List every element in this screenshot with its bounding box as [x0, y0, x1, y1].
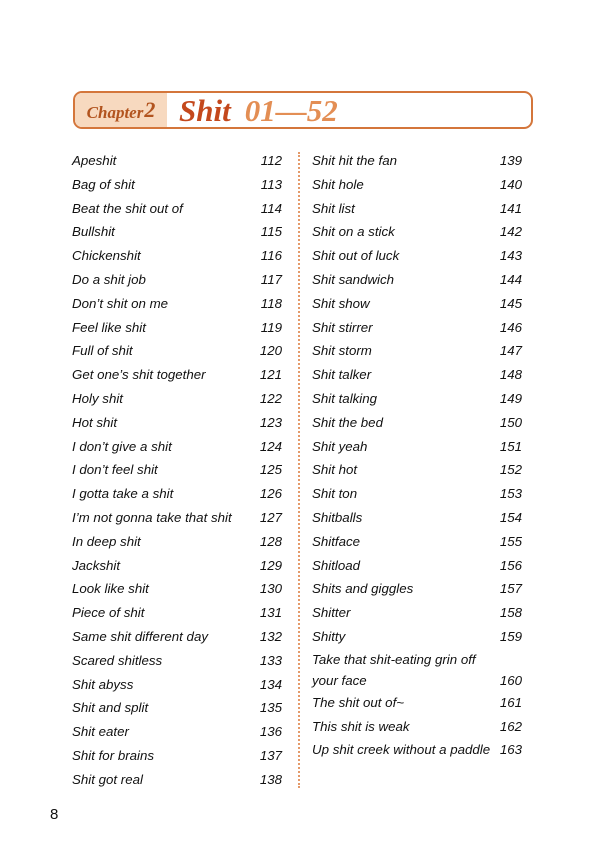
index-entry [312, 292, 522, 316]
index-entry [72, 411, 282, 435]
entry-page: 126 [259, 486, 282, 502]
entry-label: Shit hit the fan [312, 153, 398, 168]
index-entry [312, 435, 522, 459]
entry-page: 124 [259, 438, 282, 454]
entry-label: Holy shit [72, 390, 123, 406]
index-entry [72, 435, 282, 459]
entry-page: 117 [260, 271, 282, 287]
entry-page: 149 [499, 390, 522, 406]
entry-page: 116 [260, 248, 282, 264]
entry-label: Don’t shit on me [72, 295, 169, 311]
chapter-word: Chapter [86, 103, 144, 122]
entry-label: Do a shit job [72, 271, 146, 287]
entry-label: Shit sandwich [312, 271, 395, 287]
index-entry [312, 625, 522, 649]
entry-page: 151 [499, 438, 522, 454]
index-entry [72, 530, 282, 554]
entry-label: Shit hot [312, 462, 358, 478]
entry-page: 141 [499, 200, 522, 216]
entry-label: Apeshit [72, 153, 117, 168]
entry-label: Scared shitless [72, 652, 163, 668]
chapter-range: 01—52 [244, 92, 338, 128]
index-entry [312, 220, 522, 244]
entry-page: 112 [260, 153, 282, 168]
entry-label: Shitballs [312, 509, 363, 525]
entry-page: 154 [499, 509, 522, 525]
entry-label: I’m not gonna take that shit [72, 509, 232, 525]
entry-page: 135 [259, 700, 282, 716]
entry-label: Jackshit [72, 557, 121, 573]
index-entry [72, 696, 282, 720]
entry-label: Bullshit [72, 224, 115, 240]
entry-label: I don’t give a shit [72, 438, 172, 454]
entry-label: Shit eater [72, 724, 129, 740]
entry-page: 160 [499, 672, 522, 688]
index-entry [312, 316, 522, 340]
index-entry [72, 506, 282, 530]
entry-page: 158 [499, 605, 522, 621]
entry-page: 113 [260, 176, 282, 192]
index-entry [312, 691, 522, 715]
entry-label: Chickenshit [72, 248, 141, 264]
index-entry [72, 197, 282, 221]
entry-page: 145 [499, 295, 522, 311]
index-entry [312, 244, 522, 268]
index-entry [72, 363, 282, 387]
entry-label: Shit abyss [72, 676, 134, 692]
index-entry [72, 625, 282, 649]
index-entry [312, 411, 522, 435]
chapter-number: 2 [144, 97, 156, 122]
index-column-right [312, 149, 522, 762]
entry-page: 130 [259, 581, 282, 597]
entry-label: Shit for brains [72, 747, 155, 763]
entry-page: 161 [499, 694, 522, 710]
entry-label: Shit talker [312, 367, 372, 383]
index-entry [72, 149, 282, 173]
index-entry [312, 506, 522, 530]
entry-page: 122 [259, 390, 282, 406]
index-entry [72, 387, 282, 411]
index-entry [72, 577, 282, 601]
entry-page: 142 [499, 224, 522, 240]
entry-page: 128 [259, 533, 282, 549]
entry-page: 162 [499, 718, 522, 734]
entry-label: Shit list [312, 200, 355, 216]
page-number: 8 [50, 806, 59, 823]
entry-page: 155 [499, 533, 522, 549]
entry-page: 163 [499, 742, 522, 758]
entry-page: 136 [259, 724, 282, 740]
index-entry [312, 173, 522, 197]
index-entry [312, 363, 522, 387]
entry-label: Shit talking [312, 390, 378, 406]
index-entry [312, 738, 522, 762]
entry-page: 147 [499, 343, 522, 359]
index-entry [312, 601, 522, 625]
entry-page: 121 [259, 367, 282, 383]
index-entry [72, 673, 282, 697]
entry-page: 114 [260, 200, 282, 216]
entry-label: Shit storm [312, 343, 372, 359]
entry-page: 159 [499, 628, 522, 644]
entry-label: Look like shit [72, 581, 149, 597]
entry-label: Shit out of luck [312, 248, 400, 264]
entry-page: 143 [499, 248, 522, 264]
index-entry [72, 458, 282, 482]
entry-page: 129 [259, 557, 282, 573]
column-divider [298, 152, 300, 788]
index-entry [312, 197, 522, 221]
index-entry [72, 268, 282, 292]
entry-page: 138 [259, 771, 282, 787]
index-entry [312, 715, 522, 739]
entry-page: 146 [499, 319, 522, 335]
index-entry [312, 339, 522, 363]
entry-label: Shit hole [312, 176, 364, 192]
index-entry [72, 649, 282, 673]
entry-page: 152 [499, 462, 522, 478]
entry-page: 120 [259, 343, 282, 359]
entry-label: In deep shit [72, 533, 141, 549]
index-entry [312, 649, 522, 691]
entry-page: 150 [499, 414, 522, 430]
entry-label: Feel like shit [72, 319, 146, 335]
entry-page: 127 [259, 509, 282, 525]
entry-label: Shit on a stick [312, 224, 395, 240]
entry-label: I gotta take a shit [72, 486, 174, 502]
entry-label: Shit the bed [312, 414, 383, 430]
entry-label: Full of shit [72, 343, 133, 359]
entry-page: 123 [259, 414, 282, 430]
index-entry [72, 220, 282, 244]
index-entry [72, 292, 282, 316]
index-entry [72, 720, 282, 744]
index-entry [312, 458, 522, 482]
index-entry [72, 339, 282, 363]
index-entry [72, 601, 282, 625]
entry-label: Shitload [312, 557, 361, 573]
entry-label: Hot shit [72, 414, 118, 430]
index-entry [312, 530, 522, 554]
index-entry [72, 744, 282, 768]
entry-label: Up shit creek without a paddle [312, 742, 491, 758]
entry-page: 125 [259, 462, 282, 478]
entry-page: 115 [260, 224, 282, 240]
entry-label: Shit ton [312, 486, 358, 502]
entry-label: Beat the shit out of [72, 200, 183, 216]
index-entry [72, 173, 282, 197]
entry-page: 132 [259, 628, 282, 644]
entry-label: Bag of shit [72, 176, 135, 192]
entry-label: Shitter [312, 605, 351, 621]
chapter-title: Shit [179, 92, 231, 128]
index-entry [72, 482, 282, 506]
entry-page: 119 [260, 319, 282, 335]
entry-label: Shitface [312, 533, 361, 549]
index-entry [312, 577, 522, 601]
index-entry [72, 244, 282, 268]
chapter-header [73, 91, 533, 129]
index-entry [72, 768, 282, 792]
index-entry [312, 149, 522, 173]
entry-page: 139 [499, 153, 522, 168]
entry-label: Get one’s shit together [72, 367, 206, 383]
entry-label: I don’t feel shit [72, 462, 158, 478]
entry-page: 118 [260, 295, 282, 311]
index-entry [312, 268, 522, 292]
entry-label: Shit stirrer [312, 319, 373, 335]
entry-label: Same shit different day [72, 628, 208, 644]
index-column-left [72, 149, 282, 792]
entry-page: 140 [499, 176, 522, 192]
entry-page: 134 [259, 676, 282, 692]
entry-label: This shit is weak [312, 718, 410, 734]
entry-label: Shitty [312, 628, 346, 644]
entry-label: Shits and giggles [312, 581, 414, 597]
index-entry [72, 316, 282, 340]
entry-page: 137 [259, 747, 282, 763]
entry-page: 156 [499, 557, 522, 573]
entry-page: 144 [499, 271, 522, 287]
index-entry [312, 482, 522, 506]
entry-label: Shit show [312, 295, 370, 311]
entry-page: 157 [499, 581, 522, 597]
entry-label: The shit out of~ [312, 694, 405, 710]
index-entry [312, 554, 522, 578]
entry-page: 148 [499, 367, 522, 383]
index-entry [72, 554, 282, 578]
entry-page: 131 [259, 605, 282, 621]
entry-label: Piece of shit [72, 605, 145, 621]
entry-label: Shit and split [72, 700, 149, 716]
index-entry [312, 387, 522, 411]
entry-label: Shit yeah [312, 438, 368, 454]
entry-label: Take that shit-eating grin off your face [312, 651, 476, 688]
chapter-label [75, 93, 167, 127]
entry-page: 133 [259, 652, 282, 668]
entry-label: Shit got real [72, 771, 143, 787]
entry-page: 153 [499, 486, 522, 502]
